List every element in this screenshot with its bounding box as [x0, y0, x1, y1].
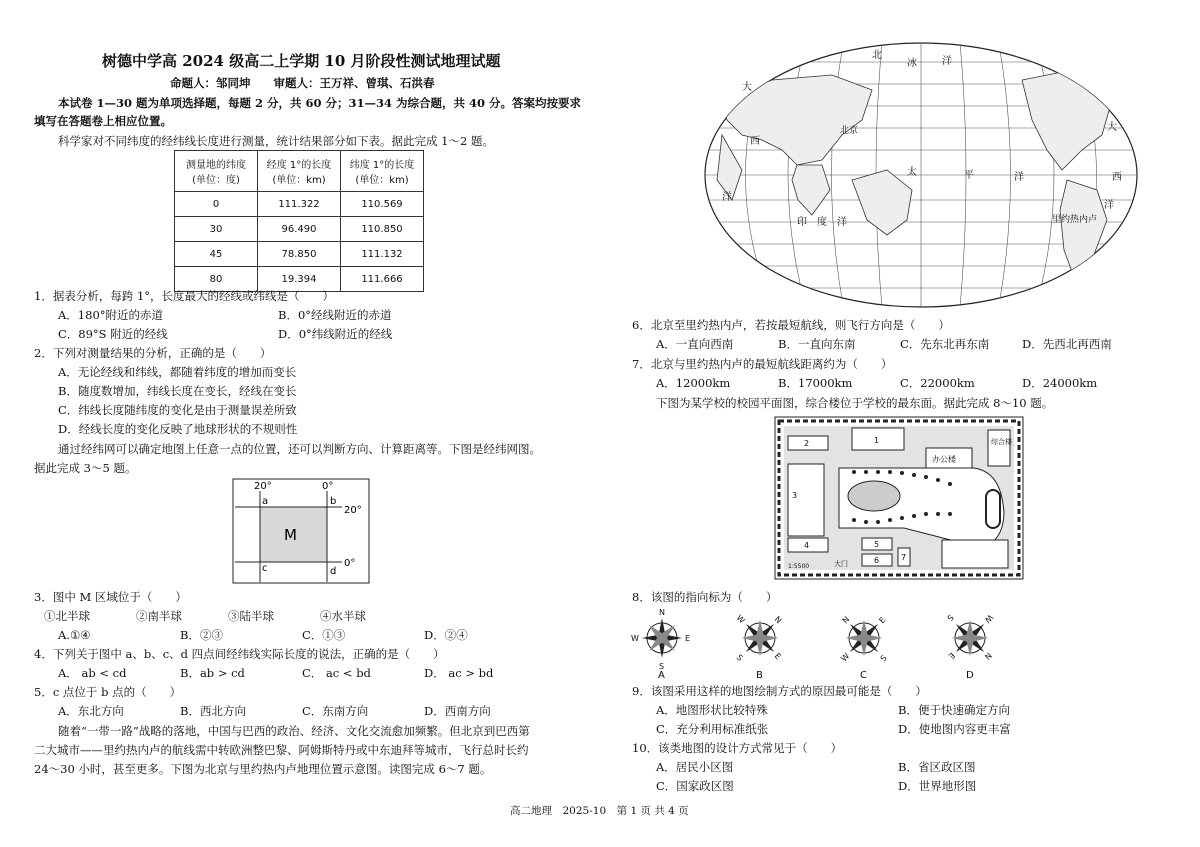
gate-label: 大门	[834, 560, 848, 568]
lat-bottom-label: 0°	[344, 558, 356, 569]
compass-letter: A	[658, 670, 665, 681]
building-label: 3	[792, 491, 798, 500]
point-a: a	[262, 496, 269, 507]
compass-icon	[927, 593, 1013, 679]
map-label: 洋	[837, 217, 847, 228]
table-header: 经度 1°的长度	[266, 160, 332, 171]
svg-text:W: W	[631, 634, 639, 643]
q4-option: C． ac < bd	[302, 666, 371, 680]
table-cell: 0	[175, 192, 258, 217]
q6-option: B．一直向东南	[778, 337, 856, 351]
table-cell: 30	[175, 217, 258, 242]
q10-option: B．省区政区图	[898, 760, 976, 774]
svg-text:N: N	[772, 614, 784, 626]
q4-option: D． ac > bd	[424, 666, 494, 680]
table-header-unit: (单位：km)	[355, 175, 409, 186]
intro-q1-2: 科学家对不同纬度的经纬线长度进行测量，统计结果部分如下表。据此完成 1～2 题。	[58, 134, 494, 148]
q5-stem: 5．c 点位于 b 点的（ ）	[34, 685, 182, 699]
svg-text:E: E	[772, 651, 783, 662]
q5-option: A．东北方向	[58, 704, 124, 718]
table-cell: 45	[175, 242, 258, 267]
compass-letter: C	[860, 670, 867, 681]
map-label: 洋	[1104, 200, 1114, 211]
svg-text:N: N	[659, 608, 665, 617]
q3-item: ①北半球	[44, 609, 90, 623]
point-d: d	[330, 566, 337, 577]
region-m: M	[284, 526, 297, 544]
svg-text:E: E	[685, 634, 691, 643]
q3-option: A.①④	[58, 628, 91, 642]
q3-option: C．①③	[302, 628, 346, 642]
table-cell: 111.322	[258, 192, 341, 217]
q3-stem: 3．图中 M 区域位于（ ）	[34, 590, 187, 604]
map-label: 大	[742, 82, 752, 93]
complex-building-label: 综合楼	[991, 438, 1012, 446]
q1-stem: 1．据表分析，每跨 1°，长度最大的经线或纬线是（ ）	[34, 289, 335, 303]
instruction-line-2: 填写在答题卷上相应位置。	[34, 114, 172, 128]
table-cell: 96.490	[258, 217, 341, 242]
svg-text:S: S	[659, 662, 665, 671]
svg-text:S: S	[878, 653, 889, 664]
svg-text:S: S	[734, 652, 745, 663]
intro-q3-5-line1: 通过经纬网可以确定地图上任意一点的位置，还可以判断方向、计算距离等。下图是经纬网图。	[58, 442, 541, 456]
intro-q8-10: 下图为某学校的校园平面图，综合楼位于学校的最东面。据此完成 8～10 题。	[656, 396, 1054, 410]
q7-stem: 7．北京与里约热内卢的最短航线距离约为（ ）	[632, 357, 893, 371]
lon-right-label: 0°	[322, 481, 334, 492]
map-label: 大	[1107, 122, 1117, 133]
point-b: b	[330, 496, 337, 507]
q3-item: ③陆半球	[228, 609, 274, 623]
svg-text:W: W	[734, 613, 747, 626]
instruction-line-1: 本试卷 1—30 题为单项选择题，每题 2 分，共 60 分；31—34 为综合题，共 40 分。答案均按要求	[58, 96, 582, 110]
intro-q6-7-line3: 24～30 小时，甚至更多。下图为北京与里约热内卢地理位置示意图。读图完成 6～7 题。	[34, 762, 492, 776]
map-label: 北	[872, 50, 882, 61]
q7-option: C．22000km	[900, 376, 975, 390]
q10-option: A．居民小区图	[656, 760, 734, 774]
q3-item: ②南半球	[136, 609, 182, 623]
table-header: 测量地的纬度	[186, 160, 246, 171]
map-label: 印	[797, 217, 807, 228]
intro-q3-5-line2: 据此完成 3～5 题。	[34, 461, 137, 475]
q6-option: C．先东北再东南	[900, 337, 990, 351]
table-header: 纬度 1°的长度	[349, 160, 415, 171]
q1-option: B．0°经线附近的赤道	[278, 308, 392, 322]
office-label: 办公楼	[932, 455, 956, 464]
building-label: 5	[874, 540, 880, 549]
point-c: c	[262, 563, 268, 574]
compass-icon	[715, 595, 801, 681]
authors-line: 命题人：邹同坤 审题人：王万祥、曾琪、石洪春	[170, 76, 435, 90]
table-cell: 111.132	[341, 242, 424, 267]
table-row	[175, 217, 424, 242]
q9-stem: 9．该图采用这样的地图绘制方式的原因最可能是（ ）	[632, 684, 927, 698]
exam-title: 树德中学高 2024 级高二上学期 10 月阶段性测试地理试题	[102, 52, 501, 70]
svg-text:N: N	[840, 614, 852, 626]
compass-options	[632, 606, 1012, 680]
map-label-rio: 里约热内卢	[1052, 215, 1098, 225]
q1-option: D．0°纬线附近的经线	[278, 327, 393, 341]
q7-option: A．12000km	[656, 376, 731, 390]
intro-q6-7-line1: 随着“一带一路”战略的落地，中国与巴西的政治、经济、文化交流愈加频繁。但北京到巴西第	[58, 724, 530, 738]
q2-option: D．经线长度的变化反映了地球形状的不规则性	[58, 422, 298, 436]
building-label: 2	[804, 439, 810, 448]
map-label: 太	[907, 167, 917, 178]
q3-option: B．②③	[180, 628, 223, 642]
scale-label: 1:5500	[788, 563, 810, 570]
q10-option: D．世界地形图	[898, 779, 977, 793]
q6-option: D．先西北再西南	[1022, 337, 1112, 351]
svg-text:E: E	[877, 615, 888, 626]
q9-option: B．便于快速确定方向	[898, 703, 1010, 717]
q1-option: C．89°S 附近的经线	[58, 327, 168, 341]
table-cell: 111.666	[341, 267, 424, 292]
compass-letter: D	[966, 670, 974, 681]
latitude-table	[174, 150, 424, 292]
table-header-unit: (单位：km)	[272, 175, 326, 186]
q6-option: A．一直向西南	[656, 337, 734, 351]
building-label: 4	[804, 541, 810, 550]
table-cell: 78.850	[258, 242, 341, 267]
map-label: 西	[1112, 172, 1122, 183]
world-map	[702, 40, 1140, 310]
q3-item: ④水半球	[320, 609, 366, 623]
lon-left-label: 20°	[254, 481, 272, 492]
q5-option: C．东南方向	[302, 704, 369, 718]
q2-stem: 2．下列对测量结果的分析，正确的是（ ）	[34, 346, 272, 360]
q5-option: B．西北方向	[180, 704, 246, 718]
q6-stem: 6．北京至里约热内卢，若按最短航线，则飞行方向是（ ）	[632, 318, 950, 332]
table-cell: 110.569	[341, 192, 424, 217]
map-label: 冰	[907, 58, 917, 69]
map-label: 洋	[722, 192, 732, 203]
map-label: 洋	[1014, 172, 1024, 183]
intro-q6-7-line2: 二大城市——里约热内卢的航线需中转欧洲整巴黎、阿姆斯特丹或中东迪拜等城市，飞行总时长约	[34, 743, 529, 757]
q4-option: B．ab > cd	[180, 666, 245, 680]
building-label: 6	[874, 556, 880, 565]
table-cell: 110.850	[341, 217, 424, 242]
q9-option: C．充分利用标准纸张	[656, 722, 769, 736]
compass-icon	[631, 608, 690, 671]
table-header-unit: (单位：度)	[192, 175, 240, 186]
q2-option: A．无论经线和纬线，都随着纬度的增加而变长	[58, 365, 297, 379]
svg-text:W: W	[982, 612, 995, 625]
campus-map	[774, 416, 1024, 580]
q1-option: A．180°附近的赤道	[58, 308, 164, 322]
map-label: 平	[964, 170, 974, 181]
lat-top-label: 20°	[344, 505, 362, 516]
q9-option: A．地图形状比较特殊	[656, 703, 768, 717]
q7-option: D．24000km	[1022, 376, 1098, 390]
map-label-beijing: 北京	[840, 126, 859, 136]
compass-letter: B	[756, 670, 763, 681]
svg-text:E: E	[946, 650, 957, 661]
q10-stem: 10．该类地图的设计方式常见于（ ）	[632, 741, 843, 755]
svg-text:S: S	[945, 612, 956, 623]
q7-option: B．17000km	[778, 376, 853, 390]
q2-option: B．随度数增加，纬线长度在变长，经线在变长	[58, 384, 297, 398]
map-label: 洋	[942, 56, 952, 67]
page-footer: 高二地理 2025-10 第 1 页 共 4 页	[510, 805, 689, 817]
q10-option: C．国家政区图	[656, 779, 734, 793]
q2-option: C．纬线长度随纬度的变化是由于测量误差所致	[58, 403, 297, 417]
graticule-figure	[232, 478, 370, 584]
table-row	[175, 242, 424, 267]
building-label: 1	[874, 436, 880, 445]
table-cell: 80	[175, 267, 258, 292]
map-label: 西	[750, 136, 760, 147]
map-label: 度	[817, 217, 827, 228]
q9-option: D．使地图内容更丰富	[898, 722, 1011, 736]
q3-option: D．②④	[424, 628, 468, 642]
table-row	[175, 192, 424, 217]
q5-option: D．西南方向	[424, 704, 491, 718]
svg-text:N: N	[982, 650, 994, 662]
q8-stem: 8．该图的指向标为（ ）	[632, 590, 778, 604]
table-cell: 19.394	[258, 267, 341, 292]
q4-stem: 4．下列关于图中 a、b、c、d 四点间经纬线实际长度的说法，正确的是（ ）	[34, 647, 445, 661]
q4-option: A． ab < cd	[58, 666, 127, 680]
building-label: 7	[901, 553, 907, 562]
svg-text:W: W	[839, 651, 852, 664]
